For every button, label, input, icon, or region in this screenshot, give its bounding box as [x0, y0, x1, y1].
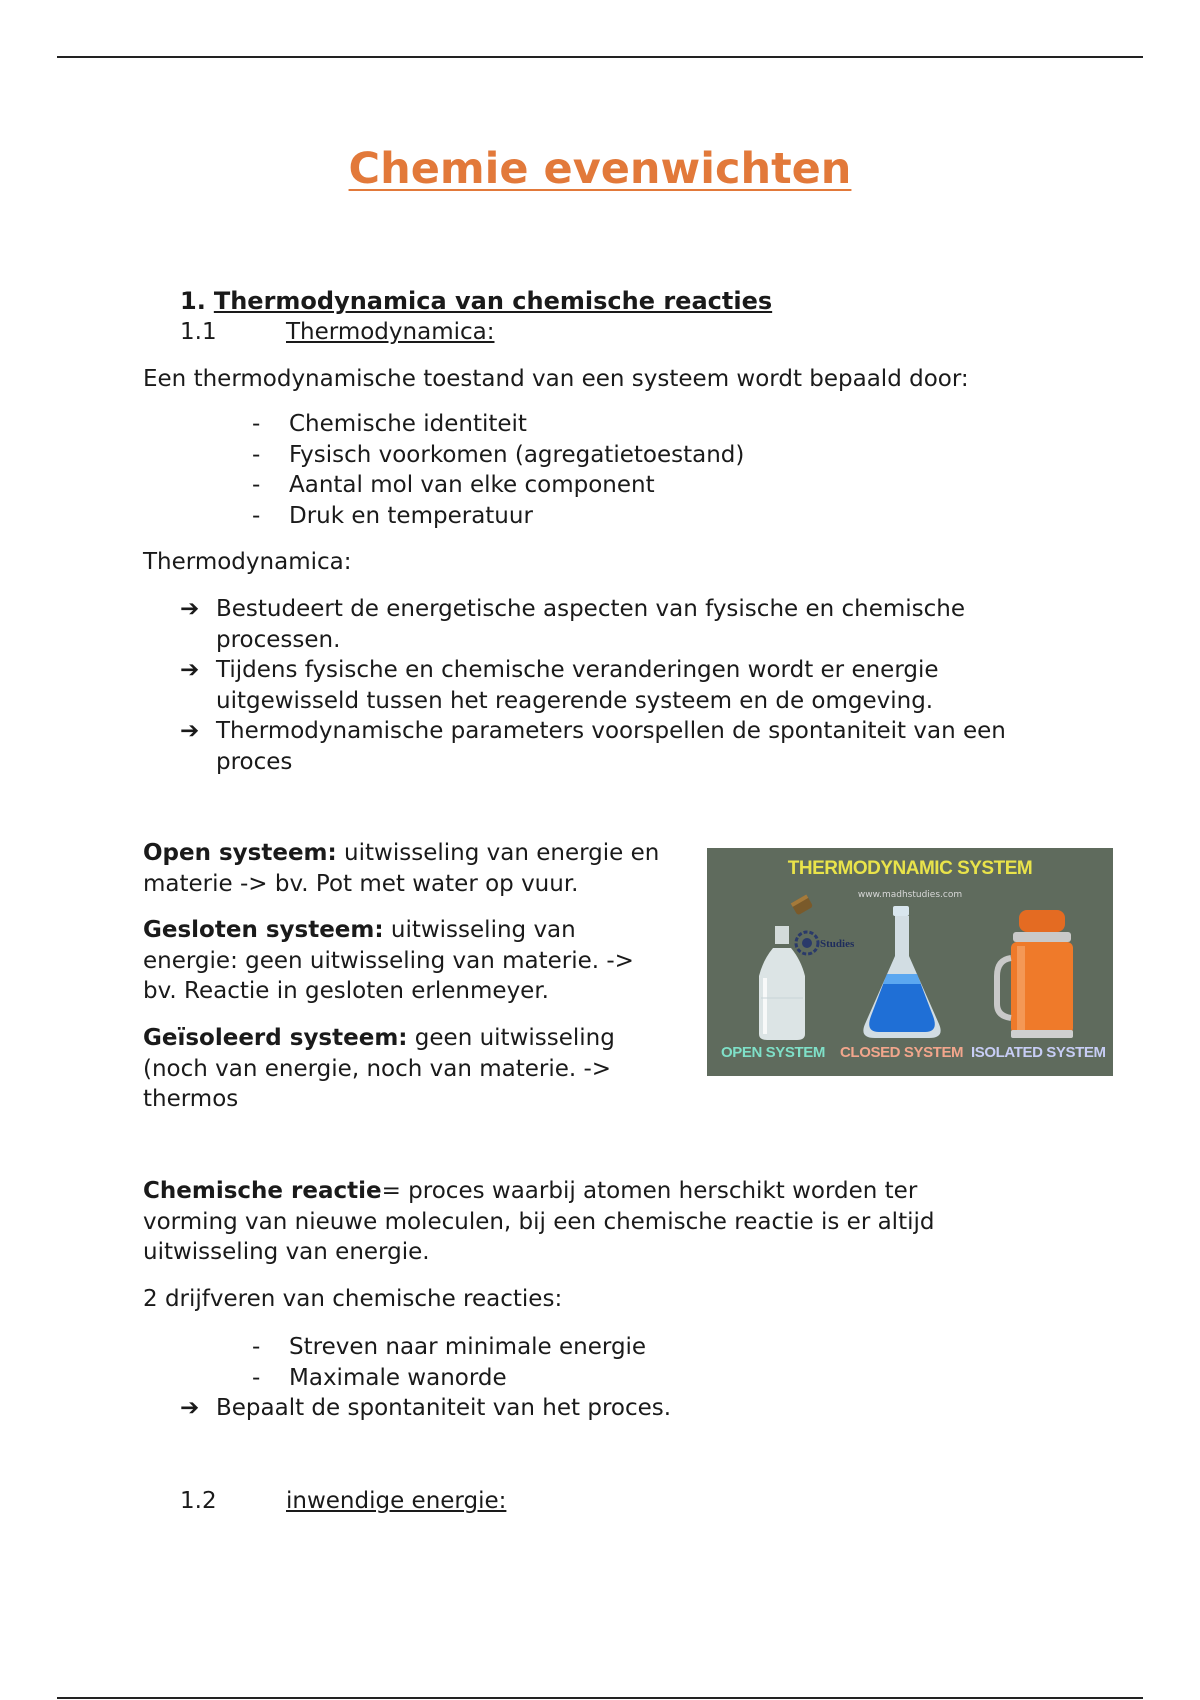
section-title: Thermodynamica van chemische reacties [213, 287, 773, 315]
list-item: - Fysisch voorkomen (agregatietoestand) [252, 441, 745, 468]
list-item: - Maximale wanorde [252, 1364, 507, 1391]
bottle-icon [759, 926, 805, 1040]
arrow-icon: ➔ [180, 718, 200, 744]
figure-url: www.madhstudies.com [857, 890, 963, 900]
drivers-conclusion [180, 1393, 671, 1424]
list-item: - Aantal mol van elke component [252, 472, 655, 498]
closed-system-paragraph: Gesloten systeem: uitwisseling van energie: geen uitwisseling van materie. -> bv. Reactie in gesloten erlenmeyer. [143, 917, 634, 1004]
state-list [252, 409, 744, 531]
list-item: ➔ Bepaalt de spontaniteit van het proces. [180, 1393, 671, 1424]
thermodynamic-system-image [707, 848, 1113, 1076]
systems-illustration [707, 848, 1113, 1076]
isolated-system-paragraph: Geïsoleerd systeem: geen uitwisseling (noch van energie, noch van materie. -> thermos [143, 1025, 615, 1112]
section-heading-1 [180, 285, 772, 317]
drivers-intro: 2 drijfveren van chemische reacties: [143, 1286, 563, 1312]
drivers-list [252, 1332, 646, 1393]
subsection-title: Thermodynamica: [286, 319, 495, 345]
arrow-icon: ➔ [180, 1395, 200, 1421]
top-rule [57, 56, 1143, 58]
label-closed-system: CLOSED SYSTEM [840, 1044, 964, 1061]
arrow-icon: ➔ [180, 596, 200, 622]
thermo-points [180, 594, 1070, 777]
subsection-heading-1-2 [180, 1486, 506, 1516]
list-item: - Streven naar minimale energie [252, 1334, 647, 1360]
open-system-paragraph: Open systeem: uitwisseling van energie en materie -> bv. Pot met water op vuur. [143, 840, 660, 897]
subsection-heading-1-1 [180, 317, 494, 347]
label-isolated-system: ISOLATED SYSTEM [971, 1044, 1106, 1061]
document-title: Chemie evenwichten [348, 144, 852, 194]
logo-icon [796, 932, 855, 954]
thermo-label: Thermodynamica: [143, 549, 352, 575]
list-item: - Druk en temperatuur [252, 502, 533, 529]
subsection-number: 1.1 [180, 319, 217, 345]
list-item: - Chemische identiteit [252, 411, 527, 437]
list-item: ➔ Thermodynamische parameters voorspellen de spontaniteit van een proces [180, 718, 1006, 775]
chemical-reaction-paragraph: Chemische reactie= proces waarbij atomen herschikt worden ter vorming van nieuwe moleculen, bij een chemische reactie is er altijd uitwisseling van energie. [143, 1178, 935, 1265]
bottom-rule [57, 1697, 1143, 1699]
thermos-icon [997, 910, 1073, 1038]
intro-paragraph: Een thermodynamische toestand van een systeem wordt bepaald door: [143, 366, 969, 392]
cork-icon [791, 894, 814, 915]
label-open-system: OPEN SYSTEM [721, 1044, 825, 1061]
list-item: ➔ Bestudeert de energetische aspecten van fysische en chemische processen. [180, 596, 966, 653]
arrow-icon: ➔ [180, 657, 200, 683]
section-number: 1. [180, 287, 206, 315]
figure-title: THERMODYNAMIC SYSTEM [787, 858, 1033, 879]
subsection-number: 1.2 [180, 1488, 217, 1514]
logo-text: Studies [820, 938, 855, 950]
flask-icon [863, 906, 940, 1038]
subsection-title: inwendige energie: [286, 1488, 507, 1514]
list-item: ➔ Tijdens fysische en chemische veranderingen wordt er energie uitgewisseld tussen het reagerende systeem en de omgeving. [180, 657, 939, 714]
